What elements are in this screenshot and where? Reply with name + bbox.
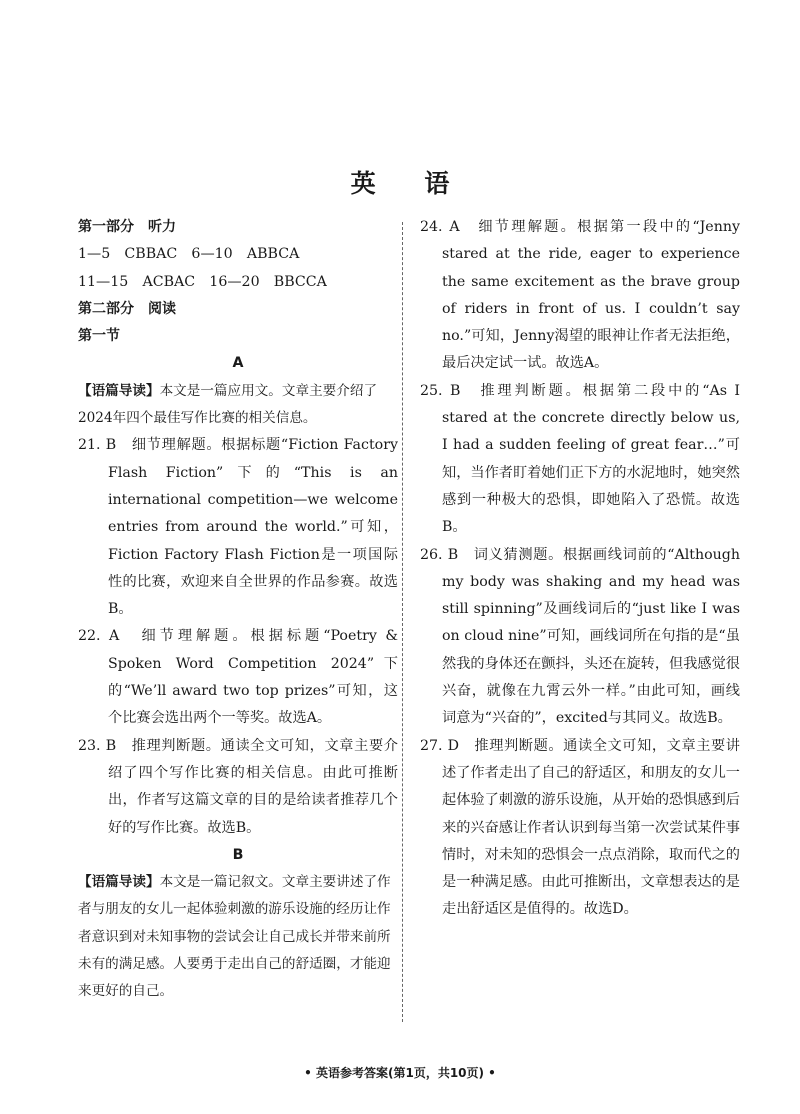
answer-22: 22. A 细节理解题。根据标题“Poetry & Spoken Word Competition 2024”下的“We’ll award two top prizes”可知，这个比赛会选出两个一等奖。故选A。 — [78, 628, 398, 727]
answer-25: 25. B 推理判断题。根据第二段中的“As I stared at the concrete directly below us, I had a sudden feeling of great fear…”可知，当作者盯着她们正下方的水泥地时，她突然感到一种极大的恐惧，即她陷入了恐慌。故选B。 — [420, 382, 740, 536]
part1-heading: 第一部分 听力 — [78, 219, 176, 235]
guide-text: 本文是一篇记叙文。文章主要讲述了作者与朋友的女儿一起体验刺激的游乐设施的经历让作者意识到对未知事物的尝试会让自己成长并带来前所未有的满足感。人要勇于走出自己的舒适圈，才能迎来更好的自己。 — [78, 874, 391, 1000]
passage-b-guide — [78, 869, 398, 1005]
answer-24: 24. A 细节理解题。根据第一段中的“Jenny stared at the ride, eager to experience the same excitement as the brave group of riders in front of us. I couldn’t say no.”可知，Jenny渴望的眼神让作者无法拒绝，最后决定试一试。故选A。 — [420, 219, 740, 372]
guide-label: 【语篇导读】 — [78, 874, 160, 891]
answer-23: 23. B 推理判断题。通读全文可知，文章主要介绍了四个写作比赛的相关信息。由此可推断出，作者写这篇文章的目的是给读者推荐几个好的写作比赛。故选B。 — [78, 737, 398, 836]
passage-a-guide — [78, 378, 398, 433]
passage-b-letter: B — [232, 846, 244, 863]
section-heading: 第一节 — [78, 328, 120, 345]
listening-answers-2: 11—15 ACBAC 16—20 BBCCA — [78, 273, 327, 290]
answer-21: 21. B 细节理解题。根据标题“Fiction Factory Flash Fiction”下的“This is an international competition—we welcome entries from around the world.”可知，Fiction Factory Flash Fiction是一项国际性的比赛，欢迎来自全世界的作品参赛。故选B。 — [78, 437, 398, 618]
answer-26: 26. B 词义猜测题。根据画线词前的“Although my body was shaking and my head was still spinning”及画线词后的“just like I was on cloud nine”可知，画线词所在句指的是“虽然我的身体还在颤抖，头还在旋转，但我感觉很兴奋，就像在九霄云外一样。”由此可知，画线词意为“兴奋的”，excited与其同义。故选B。 — [420, 546, 740, 727]
answer-27: 27. D 推理判断题。通读全文可知，文章主要讲述了作者走出了自己的舒适区，和朋友的女儿一起体验了刺激的游乐设施，从开始的恐惧感到后来的兴奋感让作者认识到每当第一次尝试某件事情时，对未知的恐惧会一点点消除，取而代之的是一种满足感。由此可推断出，文章想表达的是走出舒适区是值得的。故选D。 — [420, 737, 740, 918]
column-divider — [402, 222, 403, 1022]
page-title: 英 语 — [350, 169, 470, 198]
guide-text: 本文是一篇应用文。文章主要介绍了2024年四个最佳写作比赛的相关信息。 — [78, 382, 378, 427]
page-footer: • 英语参考答案(第1页，共10页) • — [304, 1066, 496, 1080]
guide-label: 【语篇导读】 — [78, 382, 160, 399]
part2-heading: 第二部分 阅读 — [78, 300, 176, 317]
passage-a-letter: A — [232, 355, 244, 372]
left-column — [78, 214, 398, 1006]
right-column — [420, 214, 740, 924]
listening-answers-1: 1—5 CBBAC 6—10 ABBCA — [78, 246, 300, 263]
